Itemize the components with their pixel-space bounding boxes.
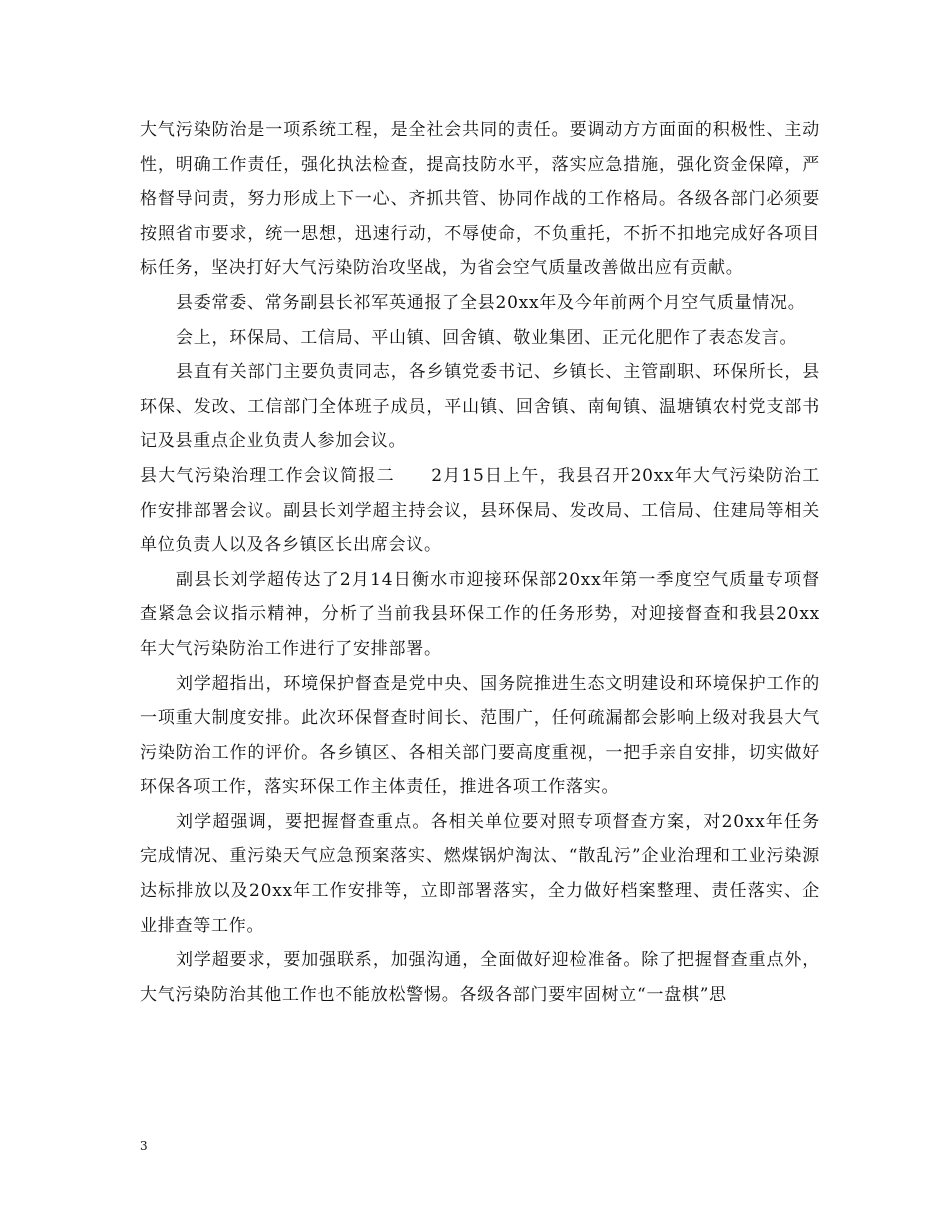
paragraph: 刘学超强调，要把握督查重点。各相关单位要对照专项督查方案，对20xx年任务完成情况、重污染天气应急预案落实、燃煤锅炉淘汰、“散乱污”企业治理和工业污染源达标排放以及20xx年工作安排等，立即部署落实，全力做好档案整理、责任落实、企业排查等工作。 — [140, 811, 820, 936]
page-number: 3 — [140, 1139, 148, 1153]
paragraph: 刘学超指出，环境保护督查是党中央、国务院推进生态文明建设和环境保护工作的一项重大制度安排。此次环保督查时间长、范围广，任何疏漏都会影响上级对我县大气污染防治工作的评价。各乡镇区、各相关部门要高度重视，一把手亲自安排，切实做好环保各项工作，落实环保工作主体责任，推进各项工作落实。 — [140, 673, 820, 798]
paragraph-section-heading: 县大气污染治理工作会议简报二 2月15日上午，我县召开20xx年大气污染防治工作安排部署会议。副县长刘学超主持会议，县环保局、发改局、工信局、住建局等相关单位负责人以及各乡镇区长出席会议。 — [140, 465, 820, 556]
paragraph: 会上，环保局、工信局、平山镇、回舍镇、敬业集团、正元化肥作了表态发言。 — [176, 327, 798, 348]
paragraph: 副县长刘学超传达了2月14日衡水市迎接环保部20xx年第一季度空气质量专项督查紧急会议指示精神，分析了当前我县环保工作的任务形势，对迎接督查和我县20xx年大气污染防治工作进行了安排部署。 — [140, 569, 820, 659]
paragraph: 刘学超要求，要加强联系，加强沟通，全面做好迎检准备。除了把握督查重点外，大气污染防治其他工作也不能放松警惕。各级各部门要牢固树立“一盘棋”思 — [140, 950, 820, 1005]
paragraph: 县委常委、常务副县长祁军英通报了全县20xx年及今年前两个月空气质量情况。 — [176, 292, 806, 313]
document-body — [140, 113, 820, 1012]
paragraph-continuation: 大气污染防治是一项系统工程，是全社会共同的责任。要调动方方面面的积极性、主动性，明确工作责任，强化执法检查，提高技防水平，落实应急措施，强化资金保障，严格督导问责，努力形成上下一心、齐抓共管、协同作战的工作格局。各级各部门必须要按照省市要求，统一思想，迅速行动，不辱使命，不负重托，不折不扣地完成好各项目标任务，坚决打好大气污染防治攻坚战，为省会空气质量改善做出应有贡献。 — [140, 120, 820, 279]
paragraph: 县直有关部门主要负责同志，各乡镇党委书记、乡镇长、主管副职、环保所长，县环保、发改、工信部门全体班子成员，平山镇、回舍镇、南甸镇、温塘镇农村党支部书记及县重点企业负责人参加会议。 — [140, 362, 820, 452]
